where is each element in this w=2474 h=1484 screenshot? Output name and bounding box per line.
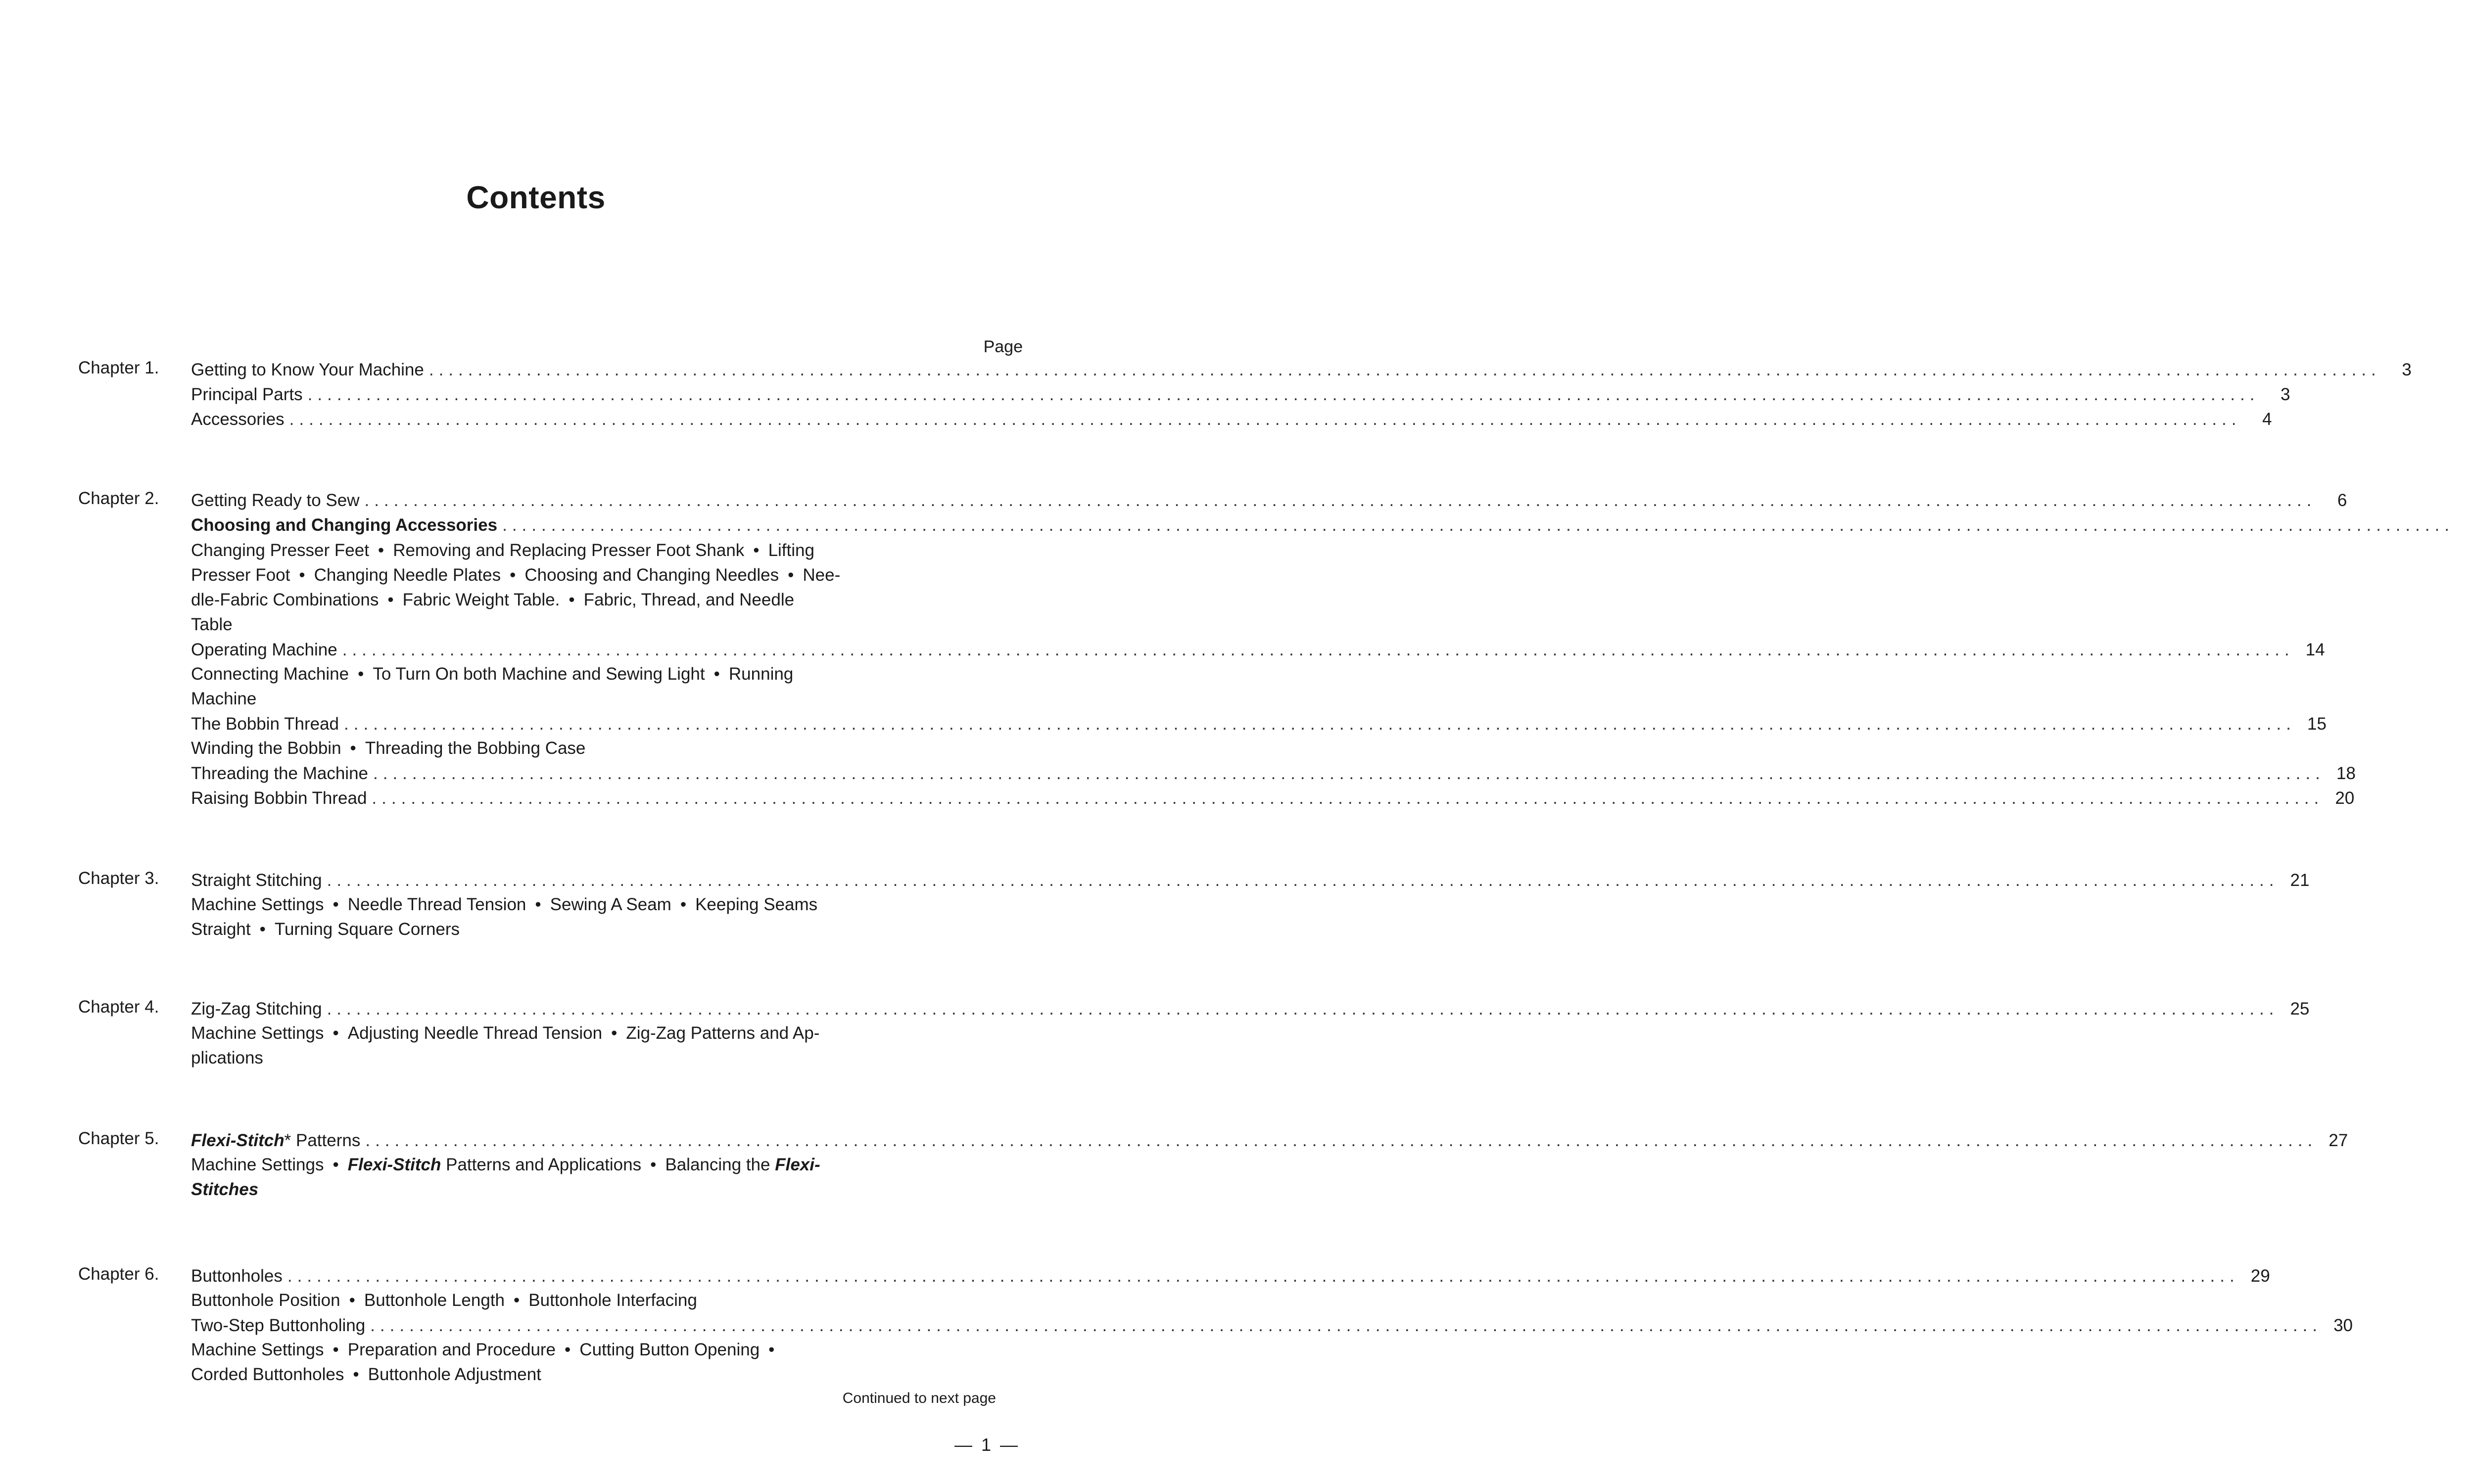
entry-title: Straight Stitching <box>191 871 327 890</box>
subtopic: Sewing A Seam <box>550 895 671 914</box>
entry-page: 3 <box>2402 360 2412 379</box>
subtopic-block: Buttonhole Position • Buttonhole Length • Buttonhole Interfacing <box>191 1291 697 1310</box>
chapter-4-label: Chapter 4. <box>78 997 159 1017</box>
entry-title-italic: Flexi-Stitch <box>191 1131 285 1150</box>
chapter-1-label: Chapter 1. <box>78 358 159 377</box>
subtopic-block: Winding the Bobbin • Threading the Bobbing Case <box>191 739 586 758</box>
toc-entry[interactable] <box>191 1128 2348 1151</box>
toc-entry[interactable] <box>191 996 2310 1019</box>
dot-leader: ........................................................................................................................................................................................................ <box>364 491 2317 510</box>
toc-entry[interactable] <box>191 868 2310 890</box>
subtopic: Winding the Bobbin <box>191 739 341 758</box>
entry-title: Zig-Zag Stitching <box>191 999 327 1019</box>
subtopic: Needle Thread Tension <box>347 895 526 914</box>
toc-entry[interactable] <box>191 711 2327 734</box>
subtopic: Buttonhole Adjustment <box>368 1365 541 1384</box>
toc-entry[interactable] <box>191 512 2454 535</box>
subtopic: Connecting Machine <box>191 664 349 684</box>
dot-leader: ........................................................................................................................................................................................................ <box>289 410 2241 429</box>
subtopic: Corded Buttonholes <box>191 1365 344 1384</box>
subtopic: Preparation and Procedure <box>347 1340 556 1359</box>
dot-leader: ........................................................................................................................................................................................................ <box>372 788 2324 808</box>
entry-page: 21 <box>2290 871 2310 890</box>
entry-title: Getting Ready to Sew <box>191 491 364 510</box>
entry-page: 20 <box>2335 788 2355 808</box>
entry-page: 30 <box>2333 1316 2353 1335</box>
subtopic: Machine Settings <box>191 1155 324 1174</box>
entry-page: 25 <box>2290 999 2310 1019</box>
subtopic: Nee- <box>803 565 841 585</box>
dot-leader: ........................................................................................................................................................................................................ <box>307 385 2260 404</box>
subtopic: Zig-Zag Patterns and Ap- <box>626 1023 820 1043</box>
chapter-2-label: Chapter 2. <box>78 489 159 508</box>
page-number: — 1 — <box>954 1435 1020 1455</box>
dot-leader: ........................................................................................................................................................................................................ <box>327 999 2279 1019</box>
entry-page: 3 <box>2281 385 2290 404</box>
trademark-asterisk: * <box>284 1131 291 1150</box>
dot-leader: ........................................................................................................................................................................................................ <box>370 1316 2322 1335</box>
subtopic: Fabric, Thread, and Needle <box>583 590 795 609</box>
entry-page: 27 <box>2329 1131 2348 1150</box>
toc-entry[interactable] <box>191 357 2412 380</box>
entry-title-rest: Patterns <box>296 1131 361 1150</box>
entry-title: Two-Step Buttonholing <box>191 1316 370 1336</box>
dot-leader: ........................................................................................................................................................................................................ <box>428 360 2381 379</box>
subtopic: plications <box>191 1048 263 1067</box>
dot-leader: ........................................................................................................................................................................................................ <box>365 1131 2318 1150</box>
entry-page <box>2463 515 2474 535</box>
subtopic: Buttonhole Length <box>364 1291 505 1310</box>
entry-title: Buttonholes <box>191 1266 287 1286</box>
entry-title: Accessories <box>191 410 289 429</box>
dot-leader: ........................................................................................................................................................................................................ <box>327 871 2279 890</box>
entry-page: 18 <box>2336 764 2356 783</box>
subtopic: Presser Foot <box>191 565 290 585</box>
toc-entry[interactable] <box>191 488 2347 510</box>
toc-entry[interactable] <box>191 1313 2353 1336</box>
subtopic: dle-Fabric Combinations <box>191 590 379 609</box>
toc-entry[interactable] <box>191 407 2272 429</box>
subtopic: Choosing and Changing Needles <box>524 565 779 585</box>
entry-page: 4 <box>2262 410 2272 429</box>
toc-entry[interactable] <box>191 637 2325 660</box>
subtopic-block: Machine Settings • Preparation and Procedure • Cutting Button Opening • Corded Buttonholes • Buttonhole Adjustment <box>191 1340 775 1384</box>
subtopic: Cutting Button Opening <box>579 1340 760 1359</box>
subtopic: Removing and Replacing Presser Foot Shank <box>393 541 745 560</box>
dot-leader: ........................................................................................................................................................................................................ <box>373 764 2325 783</box>
entry-page: 14 <box>2305 640 2325 659</box>
entry-title: Getting to Know Your Machine <box>191 360 429 380</box>
subtopic: Fabric Weight Table. <box>402 590 560 609</box>
subtopic-block: Machine Settings • Flexi-Stitch Patterns and Applications • Balancing the Flexi- Stitches <box>191 1155 820 1199</box>
entry-title <box>191 1131 365 1151</box>
subtopic-italic: Stitches <box>191 1180 259 1199</box>
dot-leader: ........................................................................................................................................................................................................ <box>287 1266 2239 1286</box>
subtopic: Straight <box>191 920 251 939</box>
subtopic: Machine Settings <box>191 1340 324 1359</box>
entry-page: 6 <box>2337 491 2347 510</box>
entry-title: Operating Machine <box>191 640 342 660</box>
entry-page: 29 <box>2250 1266 2270 1286</box>
subtopic-block: Machine Settings • Needle Thread Tension • Sewing A Seam • Keeping Seams Straight • Turning Square Corners <box>191 895 818 939</box>
toc-entry[interactable] <box>191 786 2355 808</box>
subtopic: Patterns and Applications <box>446 1155 642 1174</box>
chapter-3-label: Chapter 3. <box>78 869 159 888</box>
subtopic: Table <box>191 615 233 634</box>
entry-title: Threading the Machine <box>191 764 373 784</box>
subtopic-block: Changing Presser Feet • Removing and Replacing Presser Foot Shank • Lifting Presser Foot • Changing Needle Plates • Choosing and Changing Needles • Nee- dle-Fabric Combinations • Fabric Weight Table. • Fabric, Thread, and Needle Table <box>191 541 841 634</box>
chapter-6-label: Chapter 6. <box>78 1264 159 1284</box>
toc-entry[interactable] <box>191 382 2290 405</box>
dot-leader: ........................................................................................................................................................................................................ <box>502 515 2454 535</box>
subtopic: Machine Settings <box>191 1023 324 1043</box>
subtopic: Buttonhole Position <box>191 1291 340 1310</box>
subtopic-block: Machine Settings • Adjusting Needle Thread Tension • Zig-Zag Patterns and Ap- plications <box>191 1023 820 1067</box>
subtopic: Buttonhole Interfacing <box>528 1291 697 1310</box>
subtopic: Balancing the <box>665 1155 770 1174</box>
entry-page: 15 <box>2307 714 2327 734</box>
subtopic-block: Connecting Machine • To Turn On both Machine and Sewing Light • Running Machine <box>191 664 794 708</box>
page-title: Contents <box>466 180 606 215</box>
entry-title: The Bobbin Thread <box>191 714 344 734</box>
subtopic: Machine <box>191 689 257 708</box>
dot-leader: ........................................................................................................................................................................................................ <box>342 640 2294 659</box>
entry-title: Principal Parts <box>191 385 308 405</box>
dot-leader: ........................................................................................................................................................................................................ <box>344 714 2296 734</box>
toc-entry[interactable] <box>191 761 2356 784</box>
toc-entry[interactable] <box>191 1263 2270 1286</box>
entry-title: Choosing and Changing Accessories <box>191 515 502 535</box>
subtopic: Changing Needle Plates <box>314 565 501 585</box>
subtopic: Changing Presser Feet <box>191 541 369 560</box>
subtopic-italic: Flexi-Stitch <box>347 1155 441 1174</box>
subtopic: To Turn On both Machine and Sewing Light <box>373 664 705 684</box>
subtopic-italic: Flexi- <box>775 1155 820 1174</box>
subtopic: Running <box>728 664 794 684</box>
subtopic: Threading the Bobbing Case <box>365 739 586 758</box>
subtopic: Machine Settings <box>191 895 324 914</box>
subtopic: Turning Square Corners <box>274 920 460 939</box>
continued-note: Continued to next page <box>842 1390 996 1406</box>
subtopic: Lifting <box>768 541 814 560</box>
subtopic: Keeping Seams <box>695 895 818 914</box>
page-column-label: Page <box>983 337 1023 356</box>
entry-title: Raising Bobbin Thread <box>191 788 372 808</box>
chapter-5-label: Chapter 5. <box>78 1129 159 1148</box>
subtopic: Adjusting Needle Thread Tension <box>347 1023 603 1043</box>
